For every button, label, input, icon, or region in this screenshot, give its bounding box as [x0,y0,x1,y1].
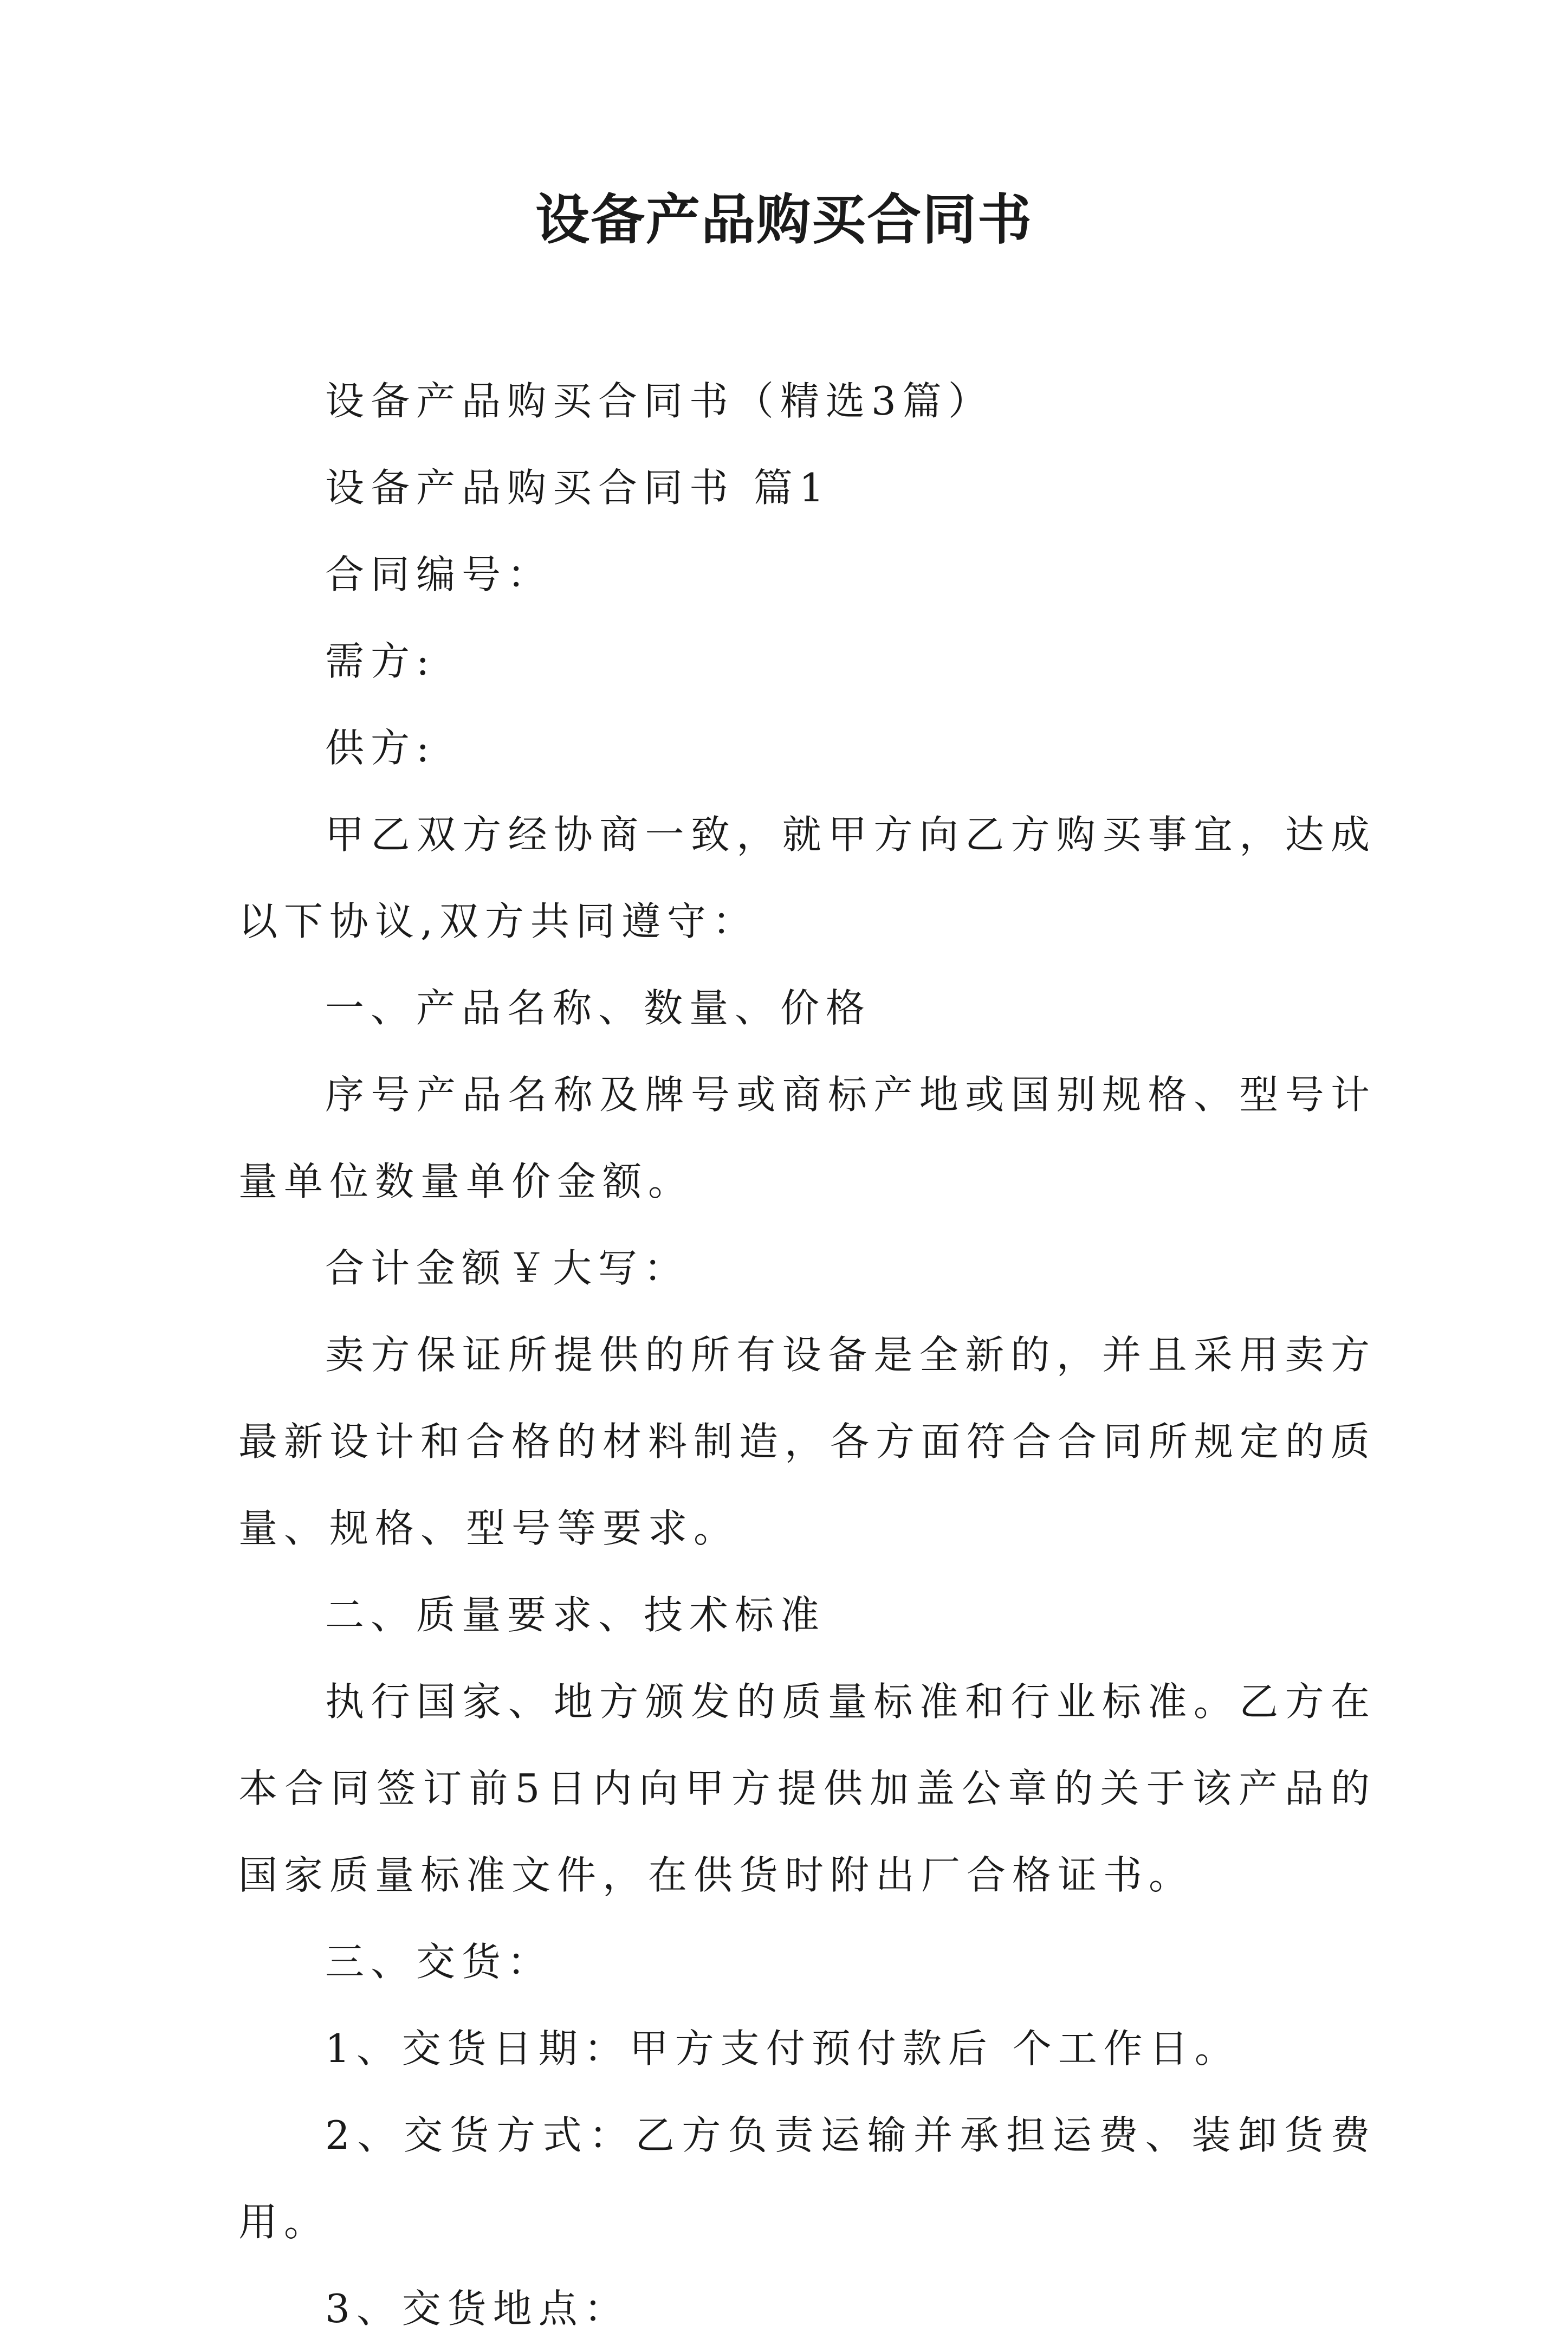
paragraph-delivery-method: 2、交货方式：乙方负责运输并承担运费、装卸货费用。 [238,2112,1376,2245]
section-heading-delivery: 三、交货： [325,1939,553,1985]
document-title: 设备产品购买合同书 [535,188,1033,251]
paragraph-quality-standard: 执行国家、地方颁发的质量标准和行业标准。乙方在本合同签订前5日内向甲方提供加盖公章的关于该产品的国家质量标准文件，在供货时附出厂合格证书。 [238,1679,1376,1898]
paragraph-delivery-location: 3、交货地点： [325,2286,630,2331]
paragraph-article-heading: 设备产品购买合同书 篇1 [325,465,831,511]
section-heading-product: 一、产品名称、数量、价格 [325,985,872,1031]
paragraph-delivery-date: 1、交货日期：甲方支付预付款后 个工作日。 [325,2026,1240,2071]
section-heading-quality: 二、质量要求、技术标准 [325,1592,826,1638]
document-body [238,358,1376,2352]
paragraph-seller-guarantee: 卖方保证所提供的所有设备是全新的，并且采用卖方最新设计和合格的材料制造，各方面符合合同所规定的质量、规格、型号等要求。 [238,1332,1377,1551]
paragraph-supplier: 供方: [325,725,436,771]
paragraph-collection-title: 设备产品购买合同书（精选3篇） [325,378,994,424]
paragraph-buyer: 需方: [325,638,436,684]
paragraph-product-columns: 序号产品名称及牌号或商标产地或国别规格、型号计量单位数量单价金额。 [238,1072,1376,1204]
paragraph-agreement-intro: 甲乙双方经协商一致，就甲方向乙方购买事宜，达成以下协议,双方共同遵守： [238,812,1376,944]
paragraph-contract-number: 合同编号： [325,552,553,597]
paragraph-total-amount: 合计金额￥大写： [325,1245,690,1291]
